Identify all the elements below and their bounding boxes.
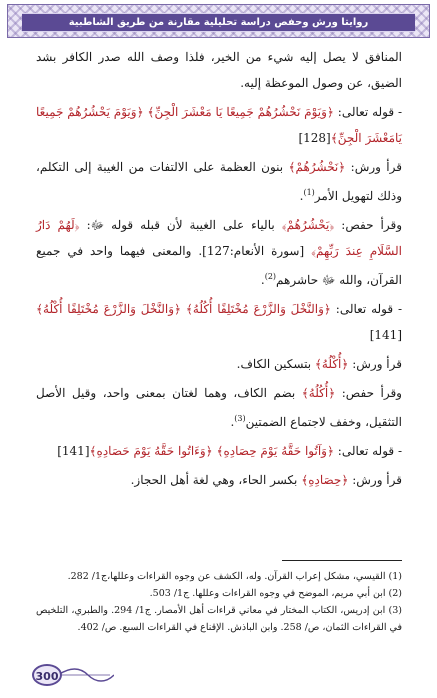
text-segment: .: [260, 273, 265, 287]
footnote-ref: (3): [234, 414, 246, 423]
paragraph: [36, 467, 402, 493]
text-segment: - قوله تعالى:: [333, 444, 402, 458]
text-segment: قرأ ورش:: [345, 160, 402, 174]
text-segment: [سورة الأنعام:127]. والمعنى فيهما واحد في جميع القرآن، والله ﷻ حاشرهم: [36, 244, 402, 287]
paragraph: [36, 351, 402, 377]
quran-verse: ﴿نَحْشُرُهُمْ﴾: [288, 160, 346, 174]
text-segment: وقرأ حفص:: [334, 218, 402, 232]
footnote-ref: (1): [303, 188, 315, 197]
footnote-divider: [282, 560, 402, 561]
quran-verse: ﴿حِصَادِهِ﴾: [301, 473, 349, 487]
paragraph: [36, 44, 402, 96]
page-number: 300: [32, 664, 62, 686]
paragraph: [36, 438, 402, 464]
verse-number: [141]: [369, 328, 402, 342]
text-segment: بتسكين الكاف.: [236, 357, 315, 371]
quran-verse: ﴿لَهُمْ دَارُ السَّلَامِ عِندَ رَبِّهِمْ﴾: [36, 218, 402, 258]
header-banner: [7, 4, 430, 38]
quran-verse: ﴿وَيَوْمَ نَحْشُرُهُمْ جَمِيعًا يَا مَعْشَرَ الْجِنِّ﴾ ﴿وَيَوْمَ يَحْشُرُهُمْ جَمِيعًا يَامَعْشَرَ الْجِنِّ﴾: [36, 105, 402, 145]
verse-number: [141]: [57, 444, 90, 458]
paragraph: [36, 212, 402, 293]
paragraph: [36, 154, 402, 209]
footnote-3: (3) ابن إدريس، الكتاب المختار في معاني قراءات أهل الأمصار. ج1/ 294. والطبري، التلخيص في القراءات الثمان، ص/ 258. وابن الباذش. الإقناع في القراءات السبع. ص/ 402.: [36, 605, 402, 633]
paragraph: [36, 99, 402, 151]
text-segment: المنافق لا يصل إليه شيء من الخير، فلذا وصف الله صدر الكافر بشد الضيق، عن وصول الموعظة إليه.: [36, 50, 402, 90]
text-segment: .: [230, 415, 235, 429]
text-segment: - قوله تعالى:: [333, 105, 403, 119]
text-segment: بكسر الحاء، وهي لغة أهل الحجاز.: [130, 473, 302, 487]
text-segment: بضم الكاف، وهما لغتان بمعنى واحد، وقيل الأصل التثقيل، وخفف لاجتماع الضمتين: [36, 386, 402, 429]
text-segment: .: [299, 189, 304, 203]
footnotes: [36, 568, 402, 636]
page-number-ornament: [22, 664, 106, 686]
verse-number: [128]: [298, 131, 331, 145]
quran-verse: ﴿أُكُلُهُ﴾: [301, 386, 336, 400]
quran-verse: ﴿يَحْشُرُهُمْ﴾: [281, 218, 335, 232]
footnote-1: (1) القيسي، مشكل إعراب القرآن. وله، الكشف عن وجوه القراءات وعللها،ج1/ 282.: [67, 571, 402, 582]
footnote-ref: (2): [264, 272, 277, 281]
text-segment: - قوله تعالى:: [330, 302, 402, 316]
quran-verse: ﴿وَآتُوا حَقَّهُ يَوْمَ حِصَادِهِ﴾ ﴿وَءَاتُوا حَقَّهُ يَوْمَ حَصَادِهِ﴾: [89, 444, 334, 458]
text-segment: بنون العظمة على الالتفات من الغيبة إلى التكلم، وذلك لتهويل الأمر: [36, 160, 402, 203]
text-segment: قرأ ورش:: [348, 357, 402, 371]
running-title: روايتا ورش وحفص دراسة تحليلية مقارنة من طريق الشاطبية: [22, 13, 415, 32]
paragraph: [36, 380, 402, 435]
ornament-flourish-icon: [58, 664, 114, 686]
text-segment: قرأ ورش:: [348, 473, 402, 487]
quran-verse: ﴿وَالنَّخْلَ وَالزَّرْعَ مُخْتَلِفًا أُكُلُهُ﴾ ﴿وَالنَّخْلَ وَالزَّرْعَ مُخْتَلِفًا أُكْلُهُ﴾: [36, 302, 331, 316]
paragraph: [36, 296, 402, 348]
main-text: [36, 44, 402, 496]
text-segment: بالياء على الغيبة لأن قبله قوله ﷻ:: [79, 218, 282, 232]
footnote-2: (2) ابن أبي مريم، الموضح في وجوه القراءات وعللها. ج1/ 503.: [149, 588, 402, 599]
quran-verse: ﴿أُكْلُهُ﴾: [314, 357, 349, 371]
text-segment: وقرأ حفص:: [335, 386, 402, 400]
